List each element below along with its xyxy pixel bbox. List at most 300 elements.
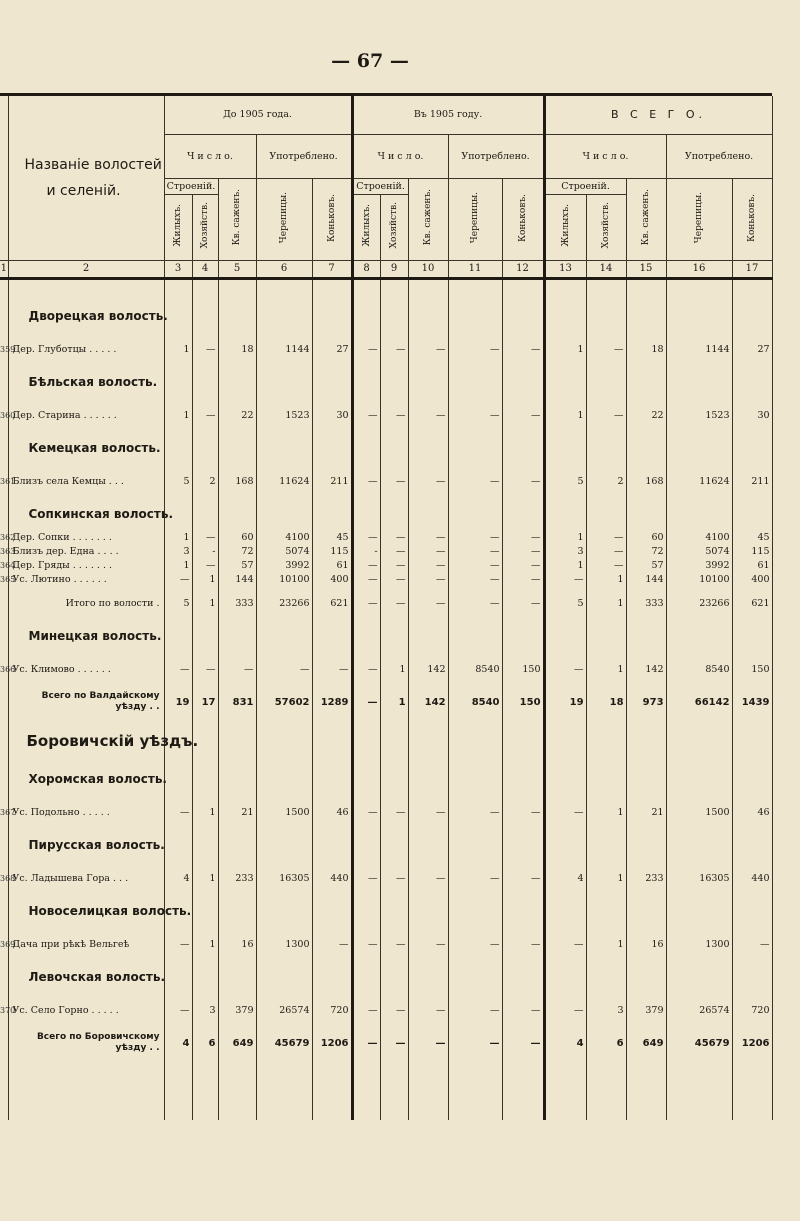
district-name: Боровичскій уѣздъ. <box>8 719 164 763</box>
value-cell <box>312 498 352 531</box>
spacer-cell <box>626 278 666 300</box>
value-cell <box>164 366 192 399</box>
value-cell <box>502 498 544 531</box>
value-cell: — <box>408 928 448 961</box>
value-cell <box>164 961 192 994</box>
value-cell: — <box>164 573 192 587</box>
value-cell: 1523 <box>256 399 312 432</box>
value-cell: 168 <box>626 465 666 498</box>
value-cell: 57602 <box>256 686 312 719</box>
value-cell: — <box>448 928 502 961</box>
value-cell: 1 <box>586 587 626 620</box>
value-cell: 18 <box>218 333 256 366</box>
value-cell: 649 <box>626 1027 666 1060</box>
spacer-cell <box>448 278 502 300</box>
spacer-cell <box>544 1060 586 1120</box>
volost-name: Дворецкая волость. <box>8 300 164 333</box>
value-cell <box>586 366 626 399</box>
value-cell: 5 <box>544 465 586 498</box>
value-cell <box>256 620 312 653</box>
value-cell <box>256 829 312 862</box>
value-cell <box>218 498 256 531</box>
volost-name: Левочская волость. <box>8 961 164 994</box>
value-cell: 4 <box>164 862 192 895</box>
value-cell: — <box>352 994 380 1027</box>
value-cell: — <box>448 573 502 587</box>
value-cell <box>352 620 380 653</box>
value-cell: — <box>380 399 408 432</box>
value-cell: 144 <box>218 573 256 587</box>
value-cell <box>502 719 544 763</box>
value-cell <box>586 432 626 465</box>
value-cell: 22 <box>218 399 256 432</box>
value-cell: 1 <box>192 796 218 829</box>
value-cell: — <box>192 653 218 686</box>
section-row <box>0 895 772 928</box>
table-row <box>0 531 772 545</box>
value-cell: — <box>380 1027 408 1060</box>
volost-name: Кемецкая волость. <box>8 432 164 465</box>
value-cell <box>256 498 312 531</box>
value-cell: 22 <box>626 399 666 432</box>
row-index: 366 <box>0 653 8 686</box>
value-cell: 1 <box>192 587 218 620</box>
value-cell: — <box>352 531 380 545</box>
value-cell <box>448 432 502 465</box>
table-row <box>0 862 772 895</box>
value-cell: — <box>544 573 586 587</box>
value-cell <box>380 432 408 465</box>
value-cell <box>544 895 586 928</box>
value-cell: — <box>408 573 448 587</box>
value-cell <box>218 366 256 399</box>
value-cell: — <box>448 862 502 895</box>
value-cell: 5074 <box>256 545 312 559</box>
value-cell: — <box>380 862 408 895</box>
place-name <box>8 686 164 719</box>
value-cell <box>192 498 218 531</box>
value-cell: 440 <box>312 862 352 895</box>
value-cell: 16 <box>218 928 256 961</box>
value-cell: 4100 <box>256 531 312 545</box>
spacer-cell <box>0 278 8 300</box>
value-cell: 6 <box>586 1027 626 1060</box>
kv-header-2: Кв. саженъ. <box>408 178 448 260</box>
value-cell: — <box>164 994 192 1027</box>
value-cell <box>502 432 544 465</box>
value-cell <box>256 961 312 994</box>
value-cell: — <box>352 653 380 686</box>
col-number-12: 12 <box>502 260 544 278</box>
row-index <box>0 366 8 399</box>
value-cell: 45 <box>312 531 352 545</box>
value-cell <box>544 366 586 399</box>
value-cell: 45679 <box>666 1027 732 1060</box>
value-cell: — <box>586 531 626 545</box>
value-cell <box>312 763 352 796</box>
stroeniy-header-1: Строеній. <box>164 178 218 194</box>
value-cell <box>586 620 626 653</box>
value-cell: 1 <box>192 928 218 961</box>
value-cell <box>380 620 408 653</box>
value-cell: 1 <box>544 531 586 545</box>
place-name: Дер. Сопки . . . . . . . <box>8 531 164 545</box>
value-cell: 115 <box>732 545 772 559</box>
spacer-cell <box>164 278 192 300</box>
value-cell <box>666 763 732 796</box>
value-cell <box>352 829 380 862</box>
value-cell: 150 <box>502 653 544 686</box>
value-cell: — <box>408 796 448 829</box>
value-cell <box>544 829 586 862</box>
value-cell <box>408 366 448 399</box>
table-row <box>0 796 772 829</box>
value-cell: — <box>380 333 408 366</box>
value-cell: 5 <box>164 587 192 620</box>
section-row <box>0 498 772 531</box>
col-number-3: 3 <box>164 260 192 278</box>
value-cell: 16305 <box>666 862 732 895</box>
value-cell: 1206 <box>312 1027 352 1060</box>
value-cell: — <box>380 559 408 573</box>
value-cell <box>666 961 732 994</box>
value-cell <box>544 719 586 763</box>
table-row <box>0 653 772 686</box>
value-cell: 4 <box>164 1027 192 1060</box>
khoz-header-3: Хозяйств. <box>586 194 626 260</box>
spacer-cell <box>164 1060 192 1120</box>
kv-header-1: Кв. саженъ. <box>218 178 256 260</box>
spacer-row <box>0 1060 772 1120</box>
value-cell: 1 <box>586 928 626 961</box>
value-cell: 46 <box>312 796 352 829</box>
table-body <box>0 278 772 1120</box>
value-cell: — <box>544 653 586 686</box>
spacer-cell <box>380 1060 408 1120</box>
used-header-1: Употреблено. <box>256 134 352 178</box>
value-cell <box>626 829 666 862</box>
value-cell: 233 <box>218 862 256 895</box>
row-index <box>0 498 8 531</box>
section-row <box>0 300 772 333</box>
volost-name: Хоромская волость. <box>8 763 164 796</box>
value-cell <box>732 763 772 796</box>
volost-name: Пирусская волость. <box>8 829 164 862</box>
value-cell: — <box>448 333 502 366</box>
value-cell <box>256 895 312 928</box>
value-cell <box>312 432 352 465</box>
spacer-cell <box>380 278 408 300</box>
col-number-10: 10 <box>408 260 448 278</box>
col-number-2: 2 <box>8 260 164 278</box>
value-cell: — <box>352 573 380 587</box>
value-cell <box>164 620 192 653</box>
value-cell <box>732 961 772 994</box>
col-number-9: 9 <box>380 260 408 278</box>
value-cell: — <box>256 653 312 686</box>
value-cell: 3992 <box>256 559 312 573</box>
value-cell <box>408 895 448 928</box>
row-index: 369 <box>0 928 8 961</box>
value-cell <box>218 300 256 333</box>
value-cell <box>218 719 256 763</box>
kv-header-3: Кв. саженъ. <box>626 178 666 260</box>
value-cell: — <box>448 545 502 559</box>
name-header <box>8 96 164 260</box>
value-cell: — <box>586 545 626 559</box>
value-cell: — <box>408 1027 448 1060</box>
value-cell <box>352 763 380 796</box>
value-cell: — <box>408 333 448 366</box>
spacer-cell <box>256 1060 312 1120</box>
value-cell <box>732 300 772 333</box>
value-cell <box>626 763 666 796</box>
value-cell: 1 <box>164 399 192 432</box>
value-cell <box>502 620 544 653</box>
value-cell: — <box>448 587 502 620</box>
value-cell: 720 <box>732 994 772 1027</box>
value-cell: — <box>502 399 544 432</box>
value-cell <box>408 719 448 763</box>
value-cell: 649 <box>218 1027 256 1060</box>
value-cell: 233 <box>626 862 666 895</box>
value-cell <box>502 829 544 862</box>
col-number-13: 13 <box>544 260 586 278</box>
kon-header-1: Коньковъ. <box>312 178 352 260</box>
value-cell: 16 <box>626 928 666 961</box>
khoz-header-2: Хозяйств. <box>380 194 408 260</box>
spacer-cell <box>218 1060 256 1120</box>
value-cell: 211 <box>312 465 352 498</box>
spacer-cell <box>666 278 732 300</box>
value-cell <box>164 300 192 333</box>
value-cell: 46 <box>732 796 772 829</box>
value-cell: 333 <box>626 587 666 620</box>
value-cell: 19 <box>544 686 586 719</box>
value-cell <box>218 895 256 928</box>
row-index <box>0 620 8 653</box>
value-cell <box>626 961 666 994</box>
row-index <box>0 895 8 928</box>
col-number-17: 17 <box>732 260 772 278</box>
value-cell: — <box>408 994 448 1027</box>
value-cell <box>448 366 502 399</box>
place-name: Ус. Подольно . . . . . <box>8 796 164 829</box>
spacer-cell <box>192 1060 218 1120</box>
value-cell: — <box>502 796 544 829</box>
spacer-cell <box>408 278 448 300</box>
total-row <box>0 1027 772 1060</box>
stroeniy-header-3: Строеній. <box>544 178 626 194</box>
cher-header-3: Черепицы. <box>666 178 732 260</box>
place-name: Ус. Климово . . . . . . <box>8 653 164 686</box>
value-cell: — <box>352 796 380 829</box>
row-index: 360 <box>0 399 8 432</box>
value-cell: — <box>502 1027 544 1060</box>
value-cell <box>312 300 352 333</box>
value-cell: 1206 <box>732 1027 772 1060</box>
value-cell <box>544 300 586 333</box>
value-cell: 142 <box>626 653 666 686</box>
table-row <box>0 559 772 573</box>
value-cell: — <box>502 333 544 366</box>
group-header-before-1905: До 1905 года. <box>164 96 352 134</box>
value-cell: 2 <box>192 465 218 498</box>
chislo-header-3: Ч и с л о. <box>544 134 666 178</box>
value-cell <box>312 719 352 763</box>
row-index <box>0 300 8 333</box>
value-cell: 400 <box>732 573 772 587</box>
value-cell: 1 <box>164 531 192 545</box>
value-cell: 72 <box>626 545 666 559</box>
value-cell: 1 <box>586 573 626 587</box>
value-cell: 5 <box>544 587 586 620</box>
value-cell: 8540 <box>448 686 502 719</box>
row-index: 361 <box>0 465 8 498</box>
value-cell: — <box>192 559 218 573</box>
value-cell: 30 <box>312 399 352 432</box>
value-cell: — <box>352 333 380 366</box>
value-cell <box>380 300 408 333</box>
value-cell <box>408 829 448 862</box>
section-row <box>0 961 772 994</box>
value-cell: 1 <box>586 653 626 686</box>
value-cell <box>626 366 666 399</box>
value-cell: — <box>352 465 380 498</box>
value-cell: — <box>448 399 502 432</box>
value-cell <box>732 432 772 465</box>
value-cell <box>626 498 666 531</box>
spacer-cell <box>586 278 626 300</box>
value-cell: 2 <box>586 465 626 498</box>
value-cell: 115 <box>312 545 352 559</box>
value-cell: 831 <box>218 686 256 719</box>
value-cell: 16305 <box>256 862 312 895</box>
table-header <box>0 96 772 278</box>
value-cell: — <box>192 531 218 545</box>
spacer-cell <box>218 278 256 300</box>
value-cell <box>352 719 380 763</box>
value-cell: — <box>352 587 380 620</box>
place-name: Близъ села Кемцы . . . <box>8 465 164 498</box>
name-header-line2: и селеній. <box>46 182 121 199</box>
value-cell: 26574 <box>666 994 732 1027</box>
row-index: 370 <box>0 994 8 1027</box>
value-cell: — <box>164 928 192 961</box>
value-cell: — <box>544 796 586 829</box>
value-cell: 1300 <box>256 928 312 961</box>
value-cell <box>732 895 772 928</box>
spacer-cell <box>312 1060 352 1120</box>
value-cell: — <box>380 573 408 587</box>
section-row <box>0 432 772 465</box>
total-label: Всего по Валдайскому уѣзду . . <box>41 691 160 712</box>
value-cell: — <box>380 465 408 498</box>
section-row <box>0 829 772 862</box>
chislo-header-1: Ч и с л о. <box>164 134 256 178</box>
cher-header-1: Черепицы. <box>256 178 312 260</box>
value-cell: — <box>448 559 502 573</box>
volost-name: Новоселицкая волость. <box>8 895 164 928</box>
value-cell <box>218 620 256 653</box>
value-cell: — <box>408 399 448 432</box>
value-cell: — <box>586 399 626 432</box>
district-row <box>0 719 772 763</box>
value-cell: - <box>352 545 380 559</box>
value-cell <box>626 719 666 763</box>
volost-name: Бѣльская волость. <box>8 366 164 399</box>
value-cell <box>626 300 666 333</box>
value-cell: 45679 <box>256 1027 312 1060</box>
spacer-cell <box>502 1060 544 1120</box>
value-cell <box>192 763 218 796</box>
spacer-cell <box>732 278 772 300</box>
value-cell: 60 <box>218 531 256 545</box>
value-cell <box>192 961 218 994</box>
value-cell: 379 <box>218 994 256 1027</box>
value-cell: 333 <box>218 587 256 620</box>
value-cell: 5 <box>164 465 192 498</box>
value-cell: 720 <box>312 994 352 1027</box>
value-cell: 621 <box>732 587 772 620</box>
value-cell: 57 <box>626 559 666 573</box>
value-cell <box>408 300 448 333</box>
cher-header-2: Черепицы. <box>448 178 502 260</box>
value-cell <box>408 620 448 653</box>
chislo-header-2: Ч и с л о. <box>352 134 448 178</box>
value-cell: — <box>312 928 352 961</box>
value-cell: - <box>192 545 218 559</box>
row-index <box>0 719 8 763</box>
value-cell <box>732 620 772 653</box>
table-row <box>0 928 772 961</box>
value-cell: — <box>380 994 408 1027</box>
value-cell: 1500 <box>666 796 732 829</box>
value-cell: 379 <box>626 994 666 1027</box>
value-cell <box>544 498 586 531</box>
value-cell: — <box>312 653 352 686</box>
value-cell <box>256 763 312 796</box>
value-cell <box>164 829 192 862</box>
value-cell <box>732 829 772 862</box>
value-cell <box>352 895 380 928</box>
value-cell <box>312 366 352 399</box>
total-row <box>0 686 772 719</box>
value-cell <box>312 961 352 994</box>
value-cell <box>256 366 312 399</box>
value-cell <box>544 961 586 994</box>
value-cell: 3992 <box>666 559 732 573</box>
spacer-cell <box>666 1060 732 1120</box>
value-cell: 27 <box>732 333 772 366</box>
spacer-cell <box>408 1060 448 1120</box>
value-cell: 3 <box>586 994 626 1027</box>
value-cell <box>408 498 448 531</box>
value-cell: — <box>502 545 544 559</box>
total-label: Всего по Боровичскому уѣзду . . <box>36 1032 160 1053</box>
value-cell: 3 <box>544 545 586 559</box>
value-cell: 3 <box>164 545 192 559</box>
value-cell: 17 <box>192 686 218 719</box>
col-number-14: 14 <box>586 260 626 278</box>
value-cell <box>502 961 544 994</box>
value-cell: 3 <box>192 994 218 1027</box>
value-cell: 1300 <box>666 928 732 961</box>
value-cell: — <box>352 559 380 573</box>
value-cell: 23266 <box>666 587 732 620</box>
value-cell: 1 <box>164 333 192 366</box>
value-cell: 1523 <box>666 399 732 432</box>
